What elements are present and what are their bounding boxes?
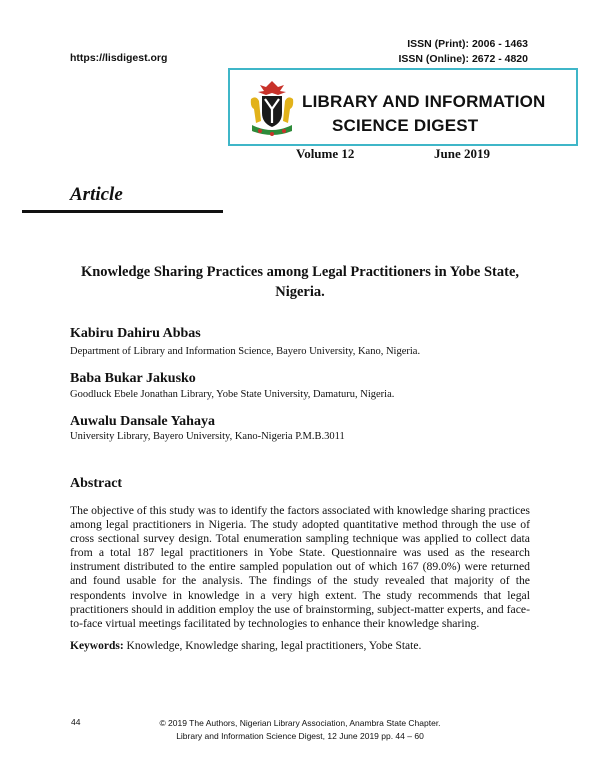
footer-copyright: © 2019 The Authors, Nigerian Library Association, Anambra State Chapter. <box>159 718 441 728</box>
author-name: Auwalu Dansale Yahaya <box>70 414 215 429</box>
abstract-text: The objective of this study was to identify the factors associated with knowledge sharing practices among legal practitioners in Nigeria. The study adopted quantitative method through the use of cross sectional survey design. Total enumeration sampling technique was applied to collect data from a total 187 legal practitioners in Yobe State. Questionnaire was used as the research instrument distributed to the entire sampled population out of which 167 (89.0%) were returned and found usable for the analysis. The findings of the study revealed that majority of the respondents involve in knowledge in a very high extent. The study recommends that legal practitioners should in addition employ the use of brainstorming, subject-matter experts, and face-to-face virtual meetings facilitated by technologies to enhance their knowledge sharing. <box>70 504 530 630</box>
volume-label: Volume 12 <box>296 146 355 161</box>
section-label: Article <box>70 184 123 205</box>
author-name: Baba Bukar Jakusko <box>70 371 196 386</box>
journal-title-line2: SCIENCE DIGEST <box>332 116 479 135</box>
keywords-text: Knowledge, Knowledge sharing, legal practitioners, Yobe State. <box>126 640 422 652</box>
journal-masthead <box>228 68 578 146</box>
abstract-heading: Abstract <box>70 476 123 491</box>
footer <box>100 717 500 743</box>
journal-title-line1: LIBRARY AND INFORMATION <box>302 92 546 111</box>
paper-title: Knowledge Sharing Practices among Legal Practitioners in Yobe State, Nigeria. <box>80 264 520 300</box>
issn-online: ISSN (Online): 2672 - 4820 <box>398 53 528 65</box>
author-affiliation: Goodluck Ebele Jonathan Library, Yobe State University, Damaturu, Nigeria. <box>70 389 395 400</box>
issn-print: ISSN (Print): 2006 - 1463 <box>407 38 528 50</box>
coat-of-arms-icon <box>246 79 298 139</box>
keywords <box>70 640 530 652</box>
page-number: 44 <box>71 717 81 727</box>
section-divider <box>22 210 223 213</box>
author-name: Kabiru Dahiru Abbas <box>70 326 201 341</box>
issue-date: June 2019 <box>434 146 490 161</box>
website-link[interactable]: https://lisdigest.org <box>70 52 168 64</box>
footer-citation: Library and Information Science Digest, 12 June 2019 pp. 44 – 60 <box>176 731 424 741</box>
keywords-label: Keywords: <box>70 640 124 652</box>
author-affiliation: University Library, Bayero University, Kano-Nigeria P.M.B.3011 <box>70 431 345 442</box>
author-affiliation: Department of Library and Information Science, Bayero University, Kano, Nigeria. <box>70 346 421 357</box>
